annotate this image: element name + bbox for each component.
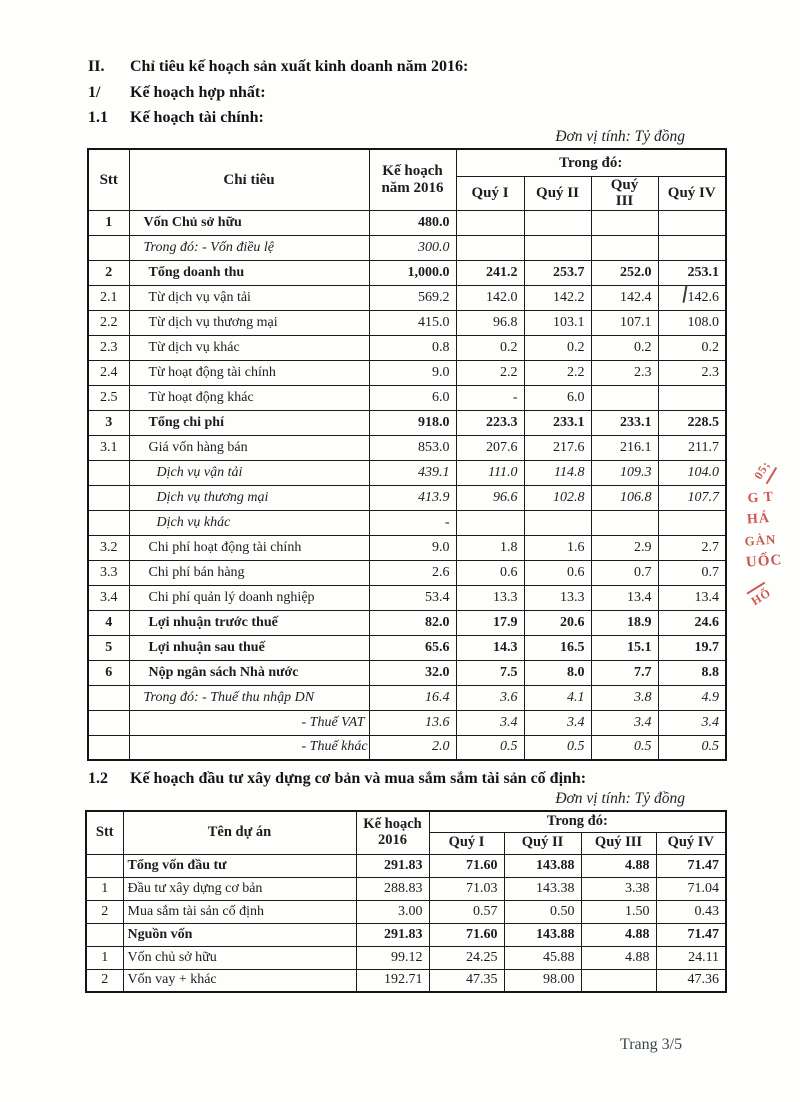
unit-note: Đơn vị tính: Tỷ đồng xyxy=(555,790,685,807)
row-stt xyxy=(86,923,123,946)
row-stt xyxy=(88,485,129,510)
heading-number: 1.1 xyxy=(88,109,108,126)
row-value: 253.1 xyxy=(658,260,726,285)
row-label: Từ dịch vụ khác xyxy=(129,335,369,360)
header-ten-du-an: Tên dự án xyxy=(123,811,356,854)
row-value: 13.4 xyxy=(591,585,658,610)
table-row xyxy=(88,210,726,235)
row-stt: 1 xyxy=(86,946,123,969)
row-value: 71.60 xyxy=(429,923,504,946)
row-value: 71.04 xyxy=(656,877,726,900)
row-value: 104.0 xyxy=(658,460,726,485)
row-label: Trong đó: - Vốn điều lệ xyxy=(129,235,369,260)
row-value: 252.0 xyxy=(591,260,658,285)
row-value: 2.3 xyxy=(591,360,658,385)
row-value: 4.1 xyxy=(524,685,591,710)
row-value: 71.47 xyxy=(656,923,726,946)
row-value: 143.88 xyxy=(504,854,581,877)
red-stamp-fragment xyxy=(739,458,800,607)
row-value: 107.1 xyxy=(591,310,658,335)
table-row xyxy=(88,660,726,685)
table-row xyxy=(86,900,726,923)
row-value: 143.38 xyxy=(504,877,581,900)
row-value: 253.7 xyxy=(524,260,591,285)
row-stt: 3 xyxy=(88,410,129,435)
row-value: 0.6 xyxy=(524,560,591,585)
table-row xyxy=(86,946,726,969)
row-stt: 3.2 xyxy=(88,535,129,560)
row-value: 142.6 xyxy=(658,285,726,310)
table-row xyxy=(88,435,726,460)
row-value: 71.47 xyxy=(656,854,726,877)
table-row xyxy=(88,635,726,660)
row-value: 9.0 xyxy=(369,535,456,560)
section-heading-12 xyxy=(88,770,586,788)
row-value: 192.71 xyxy=(356,969,429,992)
row-label: Trong đó: - Thuế thu nhập DN xyxy=(129,685,369,710)
row-value: 0.8 xyxy=(369,335,456,360)
row-value: 13.3 xyxy=(524,585,591,610)
row-value xyxy=(658,385,726,410)
table-row xyxy=(86,854,726,877)
row-stt: 4 xyxy=(88,610,129,635)
row-value xyxy=(591,210,658,235)
stamp-text: G T xyxy=(747,489,775,507)
row-value xyxy=(524,210,591,235)
row-value xyxy=(456,210,524,235)
row-value: 207.6 xyxy=(456,435,524,460)
row-value: 6.0 xyxy=(524,385,591,410)
table-body xyxy=(86,854,726,992)
row-value: 3.4 xyxy=(524,710,591,735)
row-stt: 6 xyxy=(88,660,129,685)
row-value: 96.6 xyxy=(456,485,524,510)
row-value: 1.6 xyxy=(524,535,591,560)
row-stt: 2.5 xyxy=(88,385,129,410)
row-value: 13.6 xyxy=(369,710,456,735)
row-value: 3.4 xyxy=(658,710,726,735)
table-row xyxy=(88,685,726,710)
row-value: 18.9 xyxy=(591,610,658,635)
row-value: 24.11 xyxy=(656,946,726,969)
row-value: 223.3 xyxy=(456,410,524,435)
row-value: 99.12 xyxy=(356,946,429,969)
stamp-text: UỐC xyxy=(745,552,783,571)
row-value: 106.8 xyxy=(591,485,658,510)
header-quy-4: Quý IV xyxy=(656,832,726,854)
row-stt: 2.2 xyxy=(88,310,129,335)
row-value: 13.4 xyxy=(658,585,726,610)
row-stt: 3.4 xyxy=(88,585,129,610)
row-value xyxy=(524,235,591,260)
row-value: 291.83 xyxy=(356,923,429,946)
row-value: 3.6 xyxy=(456,685,524,710)
row-value: 98.00 xyxy=(504,969,581,992)
section-heading-sub2 xyxy=(88,109,264,127)
row-stt: 2 xyxy=(88,260,129,285)
row-value: 14.3 xyxy=(456,635,524,660)
stamp-text: HỐ xyxy=(747,582,775,610)
row-value xyxy=(658,210,726,235)
header-trong-do: Trong đó: xyxy=(456,149,726,176)
row-label: Mua sắm tài sản cố định xyxy=(123,900,356,923)
row-label: Vốn Chủ sở hữu xyxy=(129,210,369,235)
row-value: 853.0 xyxy=(369,435,456,460)
table-row xyxy=(88,410,726,435)
row-value: 142.0 xyxy=(456,285,524,310)
table-row xyxy=(88,310,726,335)
row-value: 241.2 xyxy=(456,260,524,285)
financial-plan-table xyxy=(87,148,727,761)
table-header xyxy=(88,149,726,210)
row-value: 19.7 xyxy=(658,635,726,660)
row-value: 8.0 xyxy=(524,660,591,685)
row-label: Từ dịch vụ thương mại xyxy=(129,310,369,335)
row-stt: 2.1 xyxy=(88,285,129,310)
row-stt: 5 xyxy=(88,635,129,660)
header-trong-do: Trong đó: xyxy=(429,811,726,832)
row-value: 9.0 xyxy=(369,360,456,385)
row-value: 17.9 xyxy=(456,610,524,635)
row-label: Nguồn vốn xyxy=(123,923,356,946)
row-value: 1,000.0 xyxy=(369,260,456,285)
row-value: 102.8 xyxy=(524,485,591,510)
row-value: 32.0 xyxy=(369,660,456,685)
table-row xyxy=(88,285,726,310)
row-value: 217.6 xyxy=(524,435,591,460)
row-value: 480.0 xyxy=(369,210,456,235)
unit-note: Đơn vị tính: Tỷ đồng xyxy=(555,128,685,145)
row-value: 16.4 xyxy=(369,685,456,710)
section-heading-sub1 xyxy=(88,84,266,102)
header-stt: Stt xyxy=(88,149,129,210)
row-value: 1.50 xyxy=(581,900,656,923)
row-value: 96.8 xyxy=(456,310,524,335)
row-value: 109.3 xyxy=(591,460,658,485)
row-value: 107.7 xyxy=(658,485,726,510)
heading-text: Kế hoạch tài chính: xyxy=(130,109,264,126)
row-label: Vốn chủ sở hữu xyxy=(123,946,356,969)
row-value: 24.6 xyxy=(658,610,726,635)
row-label: - Thuế VAT xyxy=(129,710,369,735)
header-quy-3: Quý III xyxy=(581,832,656,854)
row-stt: 1 xyxy=(86,877,123,900)
row-label: Dịch vụ vận tải xyxy=(129,460,369,485)
table-row xyxy=(86,877,726,900)
row-value: 0.43 xyxy=(656,900,726,923)
row-value: 0.5 xyxy=(658,735,726,760)
row-value: 0.50 xyxy=(504,900,581,923)
header-quy-1: Quý I xyxy=(429,832,504,854)
header-ke-hoach: Kế hoạch 2016 xyxy=(356,811,429,854)
row-label: Chi phí quản lý doanh nghiệp xyxy=(129,585,369,610)
row-label: Tổng vốn đầu tư xyxy=(123,854,356,877)
row-value xyxy=(658,510,726,535)
row-value: 0.57 xyxy=(429,900,504,923)
row-value: 6.0 xyxy=(369,385,456,410)
table-row xyxy=(88,360,726,385)
table-row xyxy=(88,260,726,285)
row-value: 0.6 xyxy=(456,560,524,585)
table-row xyxy=(88,710,726,735)
row-value xyxy=(581,969,656,992)
row-value: 142.2 xyxy=(524,285,591,310)
row-value: 7.5 xyxy=(456,660,524,685)
row-stt xyxy=(88,735,129,760)
row-value: 4.88 xyxy=(581,854,656,877)
row-value: 233.1 xyxy=(591,410,658,435)
row-value: 2.7 xyxy=(658,535,726,560)
row-value: 2.2 xyxy=(524,360,591,385)
table-row xyxy=(88,460,726,485)
row-value: 13.3 xyxy=(456,585,524,610)
row-label: Dịch vụ khác xyxy=(129,510,369,535)
table-row xyxy=(88,535,726,560)
row-value: 4.9 xyxy=(658,685,726,710)
row-stt xyxy=(88,685,129,710)
row-value xyxy=(658,235,726,260)
row-value xyxy=(591,385,658,410)
row-label: Từ hoạt động tài chính xyxy=(129,360,369,385)
row-label: Vốn vay + khác xyxy=(123,969,356,992)
row-value xyxy=(591,235,658,260)
row-value: 53.4 xyxy=(369,585,456,610)
row-label: Chi phí bán hàng xyxy=(129,560,369,585)
row-value: 3.38 xyxy=(581,877,656,900)
row-stt xyxy=(88,235,129,260)
row-value: 3.4 xyxy=(591,710,658,735)
row-value: 15.1 xyxy=(591,635,658,660)
header-ke-hoach: Kế hoạch năm 2016 xyxy=(369,149,456,210)
row-value xyxy=(456,510,524,535)
row-value: 71.60 xyxy=(429,854,504,877)
row-value: 0.5 xyxy=(591,735,658,760)
stamp-text: 05; xyxy=(749,457,776,484)
row-stt: 3.3 xyxy=(88,560,129,585)
row-value: 0.2 xyxy=(591,335,658,360)
row-value: 300.0 xyxy=(369,235,456,260)
stamp-text: HÁ xyxy=(746,511,771,528)
row-value: 415.0 xyxy=(369,310,456,335)
row-value: 16.5 xyxy=(524,635,591,660)
row-value: 0.5 xyxy=(524,735,591,760)
row-value: 439.1 xyxy=(369,460,456,485)
row-label: Dịch vụ thương mại xyxy=(129,485,369,510)
row-label: Giá vốn hàng bán xyxy=(129,435,369,460)
header-quy-4: Quý IV xyxy=(658,176,726,210)
header-quy-2: Quý II xyxy=(504,832,581,854)
row-value: 82.0 xyxy=(369,610,456,635)
row-value: 2.3 xyxy=(658,360,726,385)
row-value: 216.1 xyxy=(591,435,658,460)
stamp-text: GÀN xyxy=(743,531,777,549)
heading-number: II. xyxy=(88,58,105,75)
heading-number: 1/ xyxy=(88,84,101,101)
header-chi-tieu: Chỉ tiêu xyxy=(129,149,369,210)
row-value: 291.83 xyxy=(356,854,429,877)
heading-number: 1.2 xyxy=(88,770,108,787)
row-label: Tổng doanh thu xyxy=(129,260,369,285)
row-label: Đầu tư xây dựng cơ bản xyxy=(123,877,356,900)
row-value: 2.0 xyxy=(369,735,456,760)
row-value: 71.03 xyxy=(429,877,504,900)
header-quy-2: Quý II xyxy=(524,176,591,210)
table-body xyxy=(88,210,726,760)
row-label: Tổng chi phí xyxy=(129,410,369,435)
row-stt: 2 xyxy=(86,969,123,992)
table-row xyxy=(88,235,726,260)
row-label: Lợi nhuận sau thuế xyxy=(129,635,369,660)
row-value xyxy=(591,510,658,535)
row-stt: 2.4 xyxy=(88,360,129,385)
row-value: - xyxy=(369,510,456,535)
row-label: Từ hoạt động khác xyxy=(129,385,369,410)
row-value: 3.4 xyxy=(456,710,524,735)
row-value: 4.88 xyxy=(581,923,656,946)
row-value: 45.88 xyxy=(504,946,581,969)
row-value: 0.7 xyxy=(658,560,726,585)
row-value: 47.35 xyxy=(429,969,504,992)
row-value: 0.2 xyxy=(524,335,591,360)
row-value: 233.1 xyxy=(524,410,591,435)
row-value: 143.88 xyxy=(504,923,581,946)
row-value xyxy=(524,510,591,535)
page-number: Trang 3/5 xyxy=(620,1036,683,1053)
heading-text: Kế hoạch đầu tư xây dựng cơ bản và mua sắm sắm tài sản cố định: xyxy=(130,770,587,787)
header-quy-3: Quý III xyxy=(591,176,658,210)
table-header xyxy=(86,811,726,854)
row-value: 2.6 xyxy=(369,560,456,585)
row-stt xyxy=(88,460,129,485)
row-value: 24.25 xyxy=(429,946,504,969)
row-value: 7.7 xyxy=(591,660,658,685)
row-stt: 2.3 xyxy=(88,335,129,360)
row-value: 3.00 xyxy=(356,900,429,923)
row-value xyxy=(456,235,524,260)
row-value: 114.8 xyxy=(524,460,591,485)
row-value: 1.8 xyxy=(456,535,524,560)
row-value: 2.9 xyxy=(591,535,658,560)
row-stt xyxy=(88,510,129,535)
table-row xyxy=(88,735,726,760)
row-label: Nộp ngân sách Nhà nước xyxy=(129,660,369,685)
row-value: 108.0 xyxy=(658,310,726,335)
section-heading-main xyxy=(88,58,468,76)
row-stt xyxy=(86,854,123,877)
row-value: 20.6 xyxy=(524,610,591,635)
heading-text: Chỉ tiêu kế hoạch sản xuất kinh doanh năm 2016: xyxy=(130,58,469,75)
row-value: 47.36 xyxy=(656,969,726,992)
row-value: 4.88 xyxy=(581,946,656,969)
row-label: - Thuế khác xyxy=(129,735,369,760)
row-value: 103.1 xyxy=(524,310,591,335)
row-stt: 1 xyxy=(88,210,129,235)
row-label: Từ dịch vụ vận tải xyxy=(129,285,369,310)
table-row xyxy=(88,510,726,535)
row-value: 0.5 xyxy=(456,735,524,760)
row-value: 211.7 xyxy=(658,435,726,460)
row-label: Lợi nhuận trước thuế xyxy=(129,610,369,635)
investment-plan-table xyxy=(85,810,727,993)
heading-text: Kế hoạch hợp nhất: xyxy=(130,84,266,101)
row-stt: 2 xyxy=(86,900,123,923)
row-value: 142.4 xyxy=(591,285,658,310)
row-label: Chi phí hoạt động tài chính xyxy=(129,535,369,560)
row-value: 918.0 xyxy=(369,410,456,435)
row-value: 0.2 xyxy=(456,335,524,360)
table-row xyxy=(88,335,726,360)
table-row xyxy=(88,585,726,610)
header-quy-1: Quý I xyxy=(456,176,524,210)
table-row xyxy=(88,610,726,635)
row-value: 413.9 xyxy=(369,485,456,510)
table-row xyxy=(88,560,726,585)
table-row xyxy=(86,923,726,946)
row-value: 2.2 xyxy=(456,360,524,385)
row-value: 228.5 xyxy=(658,410,726,435)
table-row xyxy=(86,969,726,992)
row-value: 111.0 xyxy=(456,460,524,485)
row-value: 0.2 xyxy=(658,335,726,360)
row-value: 3.8 xyxy=(591,685,658,710)
row-value: 288.83 xyxy=(356,877,429,900)
row-stt: 3.1 xyxy=(88,435,129,460)
row-value: 569.2 xyxy=(369,285,456,310)
table-row xyxy=(88,485,726,510)
table-row xyxy=(88,385,726,410)
row-value: 65.6 xyxy=(369,635,456,660)
row-value: - xyxy=(456,385,524,410)
row-value: 8.8 xyxy=(658,660,726,685)
row-value: 0.7 xyxy=(591,560,658,585)
row-stt xyxy=(88,710,129,735)
header-stt: Stt xyxy=(86,811,123,854)
